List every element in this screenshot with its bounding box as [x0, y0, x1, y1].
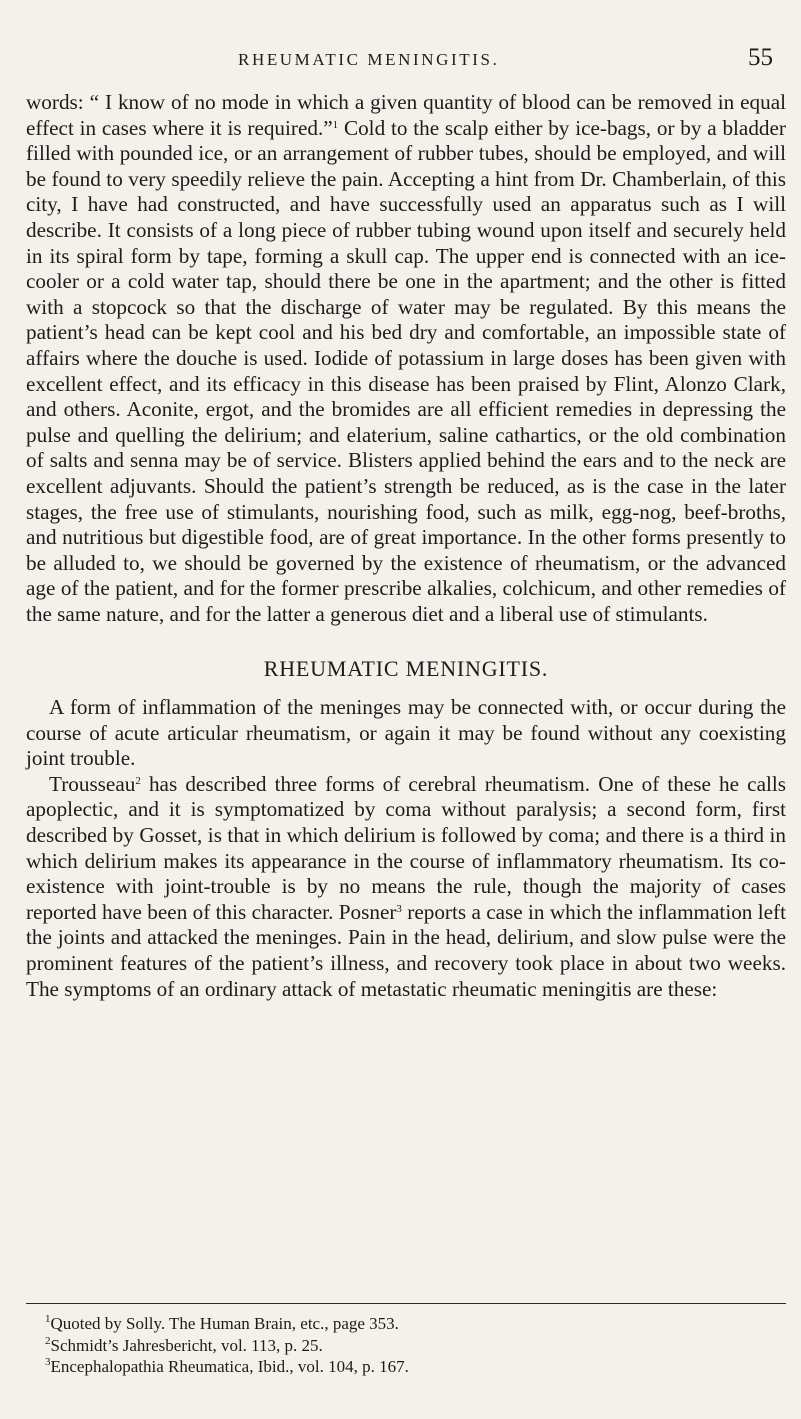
footnote-marker: 1: [45, 1313, 51, 1325]
paragraph-3-text-a: has described three forms of cerebral rheumatism. One of these he calls apoplectic, and it is symptomatized by coma without paralysis; a second form, first described by Gosset, is that in which delirium is followed by coma; and there is a third in which delirium makes its appearance in the course of inflammatory rheumatism. Its co-existence with joint-trouble is by no means the rule, though the majority of cases reported have been of this character. Posner: [26, 771, 786, 924]
paragraph-treatment: [26, 90, 786, 627]
footnote: [45, 1313, 785, 1335]
footnote-text: Quoted by Solly. The Human Brain, etc., page 353.: [50, 1314, 399, 1333]
section-heading: RHEUMATIC MENINGITIS.: [263, 656, 549, 682]
footnote-marker: 2: [45, 1334, 51, 1347]
page-number: 55: [748, 44, 773, 71]
paragraph-intro: A form of inflammation of the meninges may be connected with, or occur during the course of acute articular rheumatism, or again it may be found without any coexisting joint trouble.: [26, 695, 786, 771]
paragraph-3-name: Trousseau: [49, 771, 136, 796]
footnote-rule: [26, 1303, 786, 1304]
footnote: [45, 1356, 785, 1378]
footnote-ref-2: 2: [135, 774, 141, 787]
footnote: [45, 1335, 785, 1357]
footnote-ref-3: 3: [396, 902, 402, 915]
paragraph-3-text-b: reports a case in which the inflammation left the joints and attacked the meninges. Pain in the head, delirium, and slow pulse were the prominent features of the patient’s illness, and recovery took place in about two weeks. The symptoms of an ordinary attack of metastatic rheumatic meningitis are these:: [26, 899, 786, 1001]
running-head: [0, 44, 801, 76]
footnote-text: Schmidt’s Jahresbericht, vol. 113, p. 25.: [50, 1335, 323, 1355]
footnote-text: Encephalopathia Rheumatica, Ibid., vol. 104, p. 167.: [50, 1357, 409, 1376]
paragraph-1-text-a: words: “ I know of no mode in which a given quantity of blood can be removed in equal effect in cases where it is required.”: [26, 90, 786, 140]
body-text: [26, 90, 786, 1002]
footnote-marker: 3: [45, 1356, 51, 1368]
paragraph-forms: [26, 772, 786, 1002]
running-title: RHEUMATIC MENINGITIS.: [238, 50, 500, 69]
paragraph-1-text-b: Cold to the scalp either by ice-bags, or by a bladder filled with pounded ice, or an arrangement of rubber tubes, should be employed, and will be found to very speedily relieve the pain. Accepting a hint from Dr. Chamberlain, of this city, I have had constructed, and have successfully used an apparatus such as I will describe. It consists of a long piece of rubber tubing wound upon itself and securely held in its spiral form by tape, forming a skull cap. The upper end is connected with an ice-cooler or a cold water tap, should there be one in the apartment; and the other is fitted with a stopcock so that the discharge of water may be regulated. By this means the patient’s head can be kept cool and his bed dry and comfortable, an impossible state of affairs where the douche is used. Iodide of potassium in large doses has been given with excellent effect, and its efficacy in this disease has been praised by Flint, Alonzo Clark, and others. Aconite, ergot, and the bromides are all efficient remedies in depressing the pulse and quelling the delirium; and elaterium, saline cathartics, or the old combination of salts and senna may be of service. Blisters applied behind the ears and to the neck are excellent adjuvants. Should the patient’s strength be reduced, as is the case in the later stages, the free use of stimulants, nourishing food, such as milk, egg-nog, beef-broths, and nutritious but digestible food, are of great importance. In the other forms presently to be alluded to, we should be governed by the existence of rheumatism, or the advanced age of the patient, and for the former prescribe alkalies, colchicum, and other remedies of the same nature, and for the latter a generous diet and a liberal use of stimulants.: [26, 115, 786, 626]
footnote-ref-1: 1: [332, 118, 339, 131]
footnotes: [45, 1313, 785, 1378]
